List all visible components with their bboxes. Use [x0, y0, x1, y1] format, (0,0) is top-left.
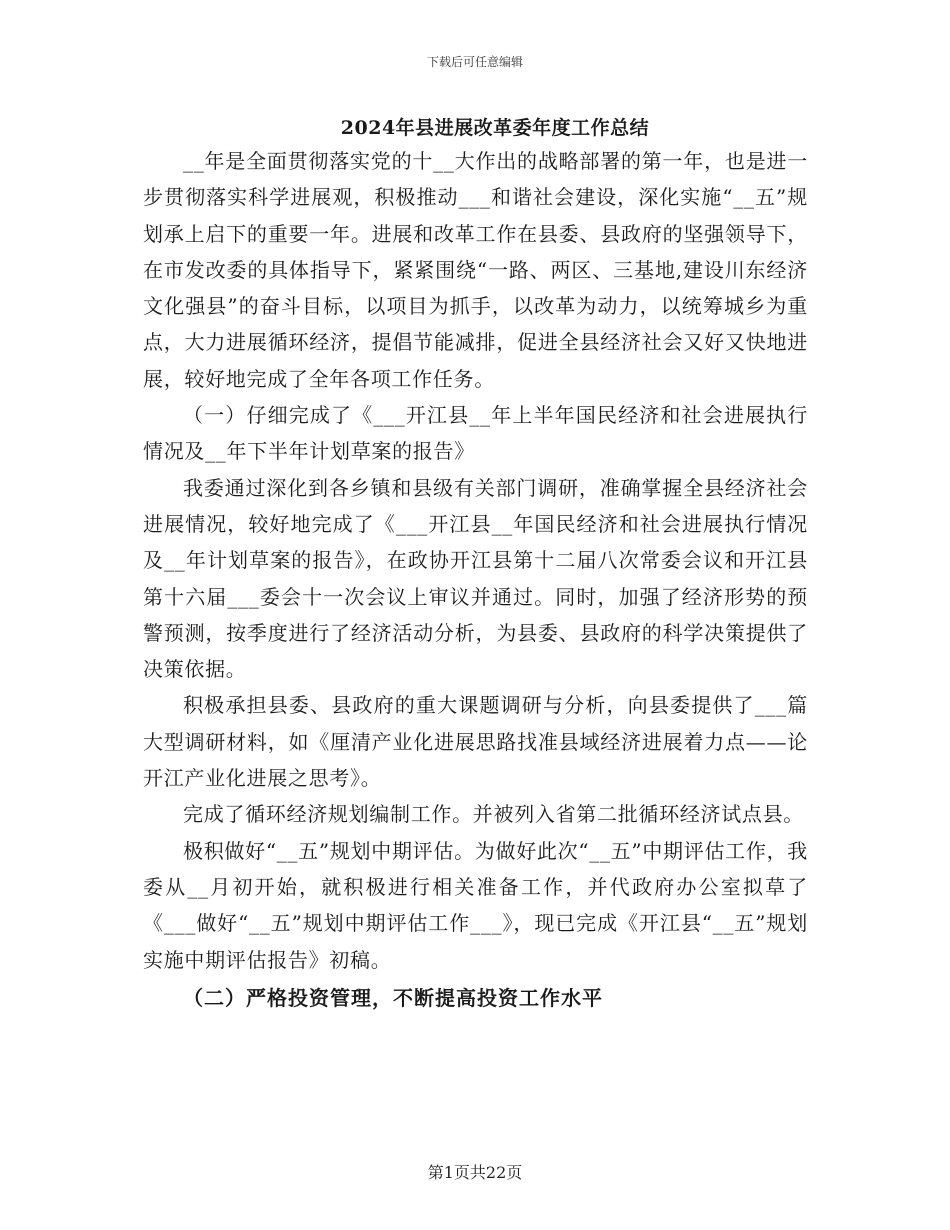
- paragraph-item-1: （一）仔细完成了《___开江县__年上半年国民经济和社会进展执行情况及__年下半年计划草案的报告》: [143, 403, 808, 464]
- page-number: 第1页共22页: [427, 1163, 523, 1182]
- paragraph-intro: __年是全面贯彻落实党的十__大作出的战略部署的第一年，也是进一步贯彻落实科学进展观，积极推动___和谐社会建设，深化实施“__五”规划承上启下的重要一年。进展和改革工作在县委、县政府的坚强领导下，在市发改委的具体指导下，紧紧围绕“一路、两区、三基地,建设川东经济文化强县”的奋斗目标，以项目为抓手，以改革为动力，以统筹城乡为重点，大力进展循环经济，提倡节能减排，促进全县经济社会又好又快地进展，较好地完成了全年各项工作任务。: [143, 149, 808, 391]
- paragraph-midterm-evaluation: 极积做好“__五”规划中期评估。为做好此次“__五”中期评估工作，我委从__月初开始，就积极进行相关准备工作，并代政府办公室拟草了《___做好“__五”规划中期评估工作___》，现已完成《开江县“__五”规划实施中期评估报告》初稿。: [143, 838, 808, 972]
- section-heading: （二）严格投资管理，不断提高投资工作水平: [183, 985, 603, 1010]
- document-title: 2024年县进展改革委年度工作总结: [340, 117, 650, 139]
- header-note: 下载后可任意编辑: [426, 55, 523, 69]
- paragraph-report: 我委通过深化到各乡镇和县级有关部门调研，准确掌握全县经济社会进展情况，较好地完成了《___开江县__年国民经济和社会进展执行情况及__年计划草案的报告》，在政协开江县第十二届八次常委会议和开江县第十六届___委会十一次会议上审议并通过。同时，加强了经济形势的预警预测，按季度进行了经济活动分析，为县委、县政府的科学决策提供了决策依据。: [143, 475, 808, 682]
- paragraph-research: 积极承担县委、县政府的重大课题调研与分析，向县委提供了___篇大型调研材料，如《厘清产业化进展思路找准县域经济进展着力点——论开江产业化进展之思考》。: [143, 693, 808, 791]
- paragraph-circular-economy: 完成了循环经济规划编制工作。并被列入省第二批循环经济试点县。: [183, 802, 804, 827]
- document-body: [143, 143, 808, 1016]
